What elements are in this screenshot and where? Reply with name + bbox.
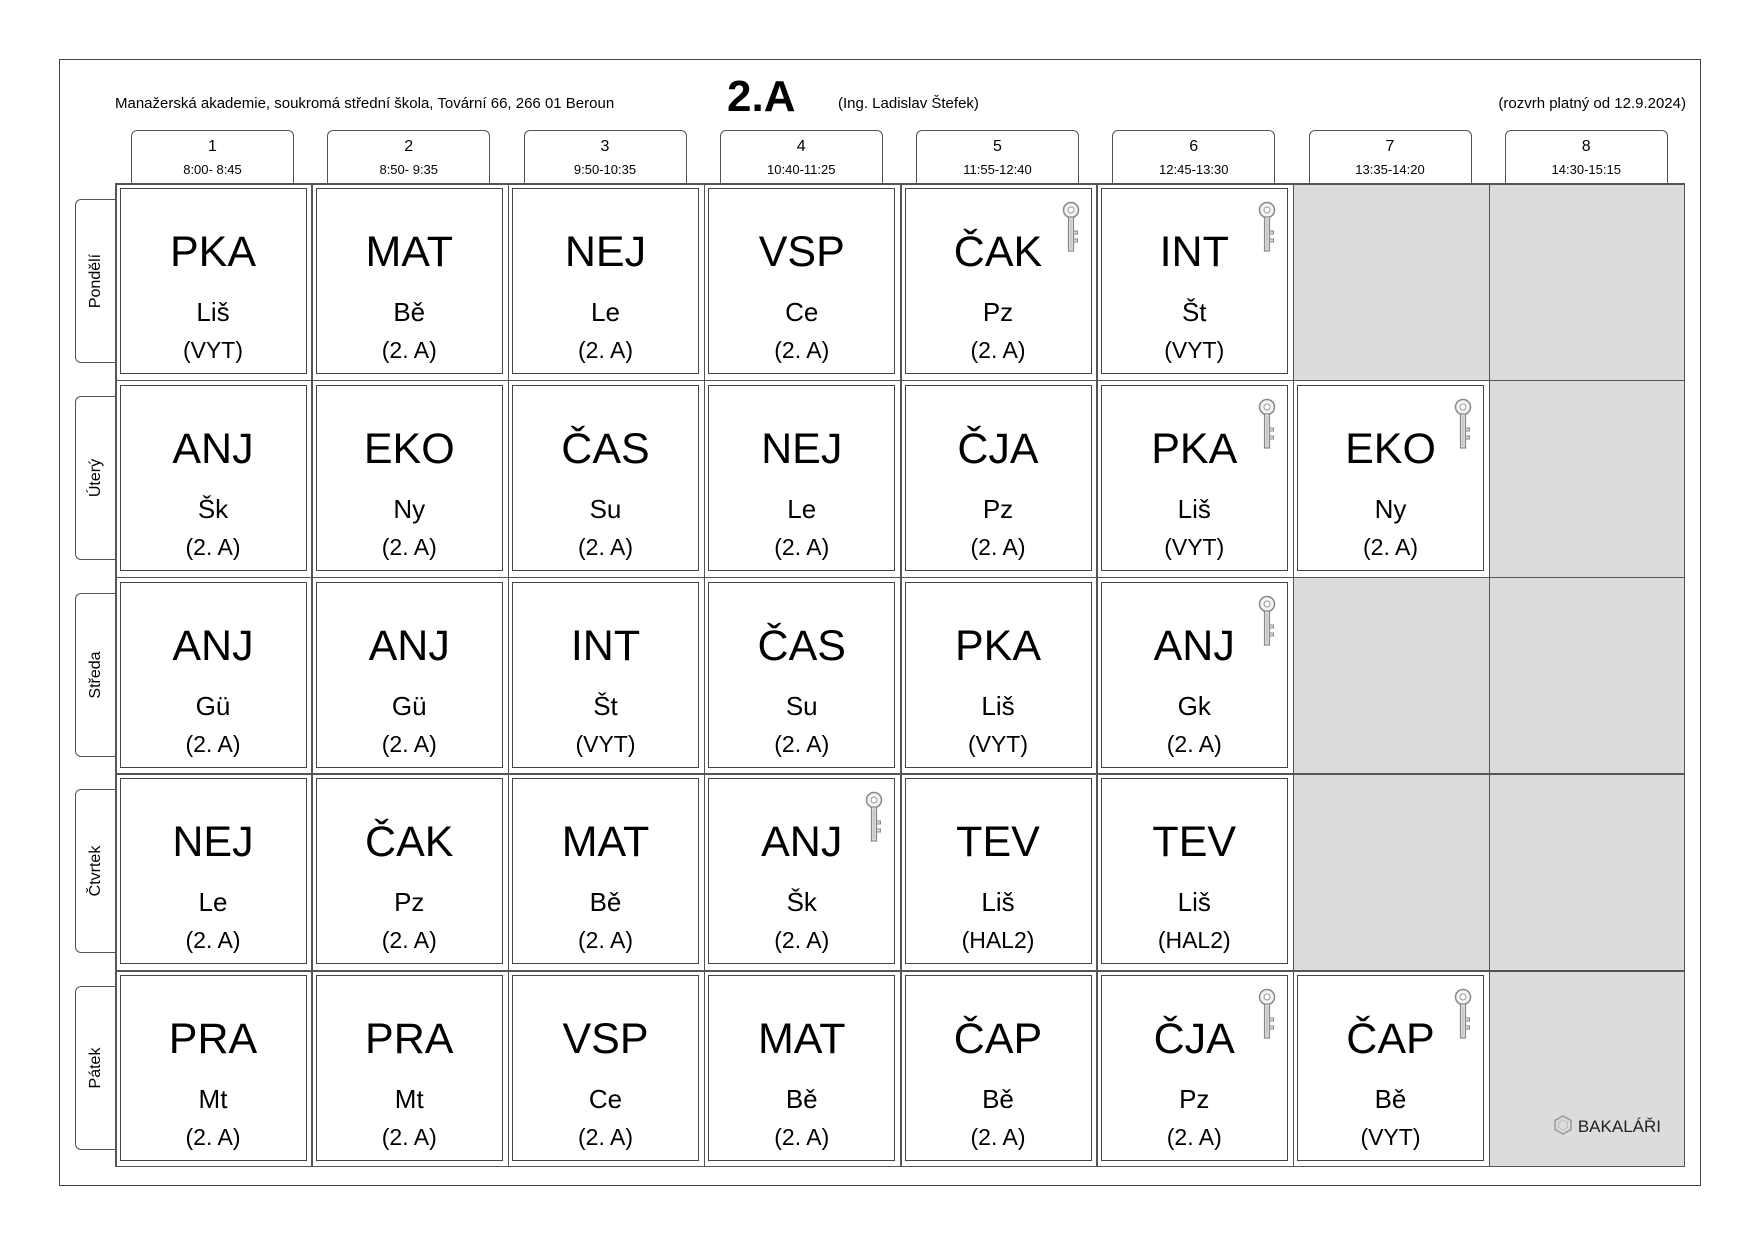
period-number: 6 bbox=[1189, 138, 1199, 155]
bakalari-logo-icon bbox=[1553, 1115, 1573, 1135]
empty-slot bbox=[1293, 773, 1489, 970]
timetable-grid bbox=[115, 183, 1685, 1167]
empty-slot bbox=[1489, 380, 1685, 577]
day-label: Středa bbox=[86, 651, 104, 699]
lesson-subject: EKO bbox=[363, 424, 455, 473]
lesson-card[interactable] bbox=[120, 582, 307, 768]
lesson-card[interactable] bbox=[512, 582, 699, 768]
lesson-subject: NEJ bbox=[172, 818, 254, 867]
day-tab bbox=[75, 396, 115, 560]
lesson-card[interactable] bbox=[512, 188, 699, 374]
lesson-card[interactable] bbox=[1297, 385, 1484, 571]
lesson-teacher: Le bbox=[591, 297, 620, 327]
lesson-room: (HAL2) bbox=[961, 927, 1035, 954]
key-icon bbox=[1062, 201, 1080, 255]
lesson-card[interactable] bbox=[708, 582, 895, 768]
period-number: 3 bbox=[600, 138, 610, 155]
period-number: 1 bbox=[208, 138, 217, 155]
lesson-card[interactable] bbox=[120, 188, 307, 374]
lesson-teacher: Ce bbox=[588, 1084, 623, 1115]
lesson-subject: MAT bbox=[561, 818, 650, 867]
lesson-room: (2. A) bbox=[970, 533, 1026, 560]
lesson-subject: ČAK bbox=[953, 228, 1043, 276]
lesson-room: (VYT) bbox=[182, 337, 244, 363]
lesson-room: (2. A) bbox=[185, 1124, 241, 1151]
lesson-room: (2. A) bbox=[774, 1124, 830, 1151]
lesson-subject: MAT bbox=[365, 228, 454, 276]
lesson-room: (VYT) bbox=[1164, 337, 1225, 363]
lesson-room: (VYT) bbox=[1164, 533, 1225, 560]
lesson-teacher: Bě bbox=[982, 1084, 1014, 1115]
lesson-teacher: Su bbox=[785, 690, 818, 721]
lesson-subject: TEV bbox=[956, 818, 1040, 867]
lesson-subject: ANJ bbox=[368, 621, 450, 670]
lesson-card[interactable] bbox=[1101, 582, 1288, 768]
day-tab bbox=[75, 986, 115, 1150]
lesson-teacher: Št bbox=[593, 690, 618, 721]
lesson-subject: MAT bbox=[757, 1015, 846, 1064]
period-tab-5 bbox=[916, 130, 1079, 184]
grid-line bbox=[1489, 183, 1491, 1167]
day-tab bbox=[75, 789, 115, 953]
lesson-card[interactable] bbox=[1101, 975, 1288, 1161]
lesson-teacher: Le bbox=[787, 493, 817, 524]
lesson-subject: ANJ bbox=[1153, 621, 1235, 670]
lesson-card[interactable] bbox=[905, 385, 1092, 571]
lesson-teacher: Liš bbox=[981, 690, 1015, 721]
lesson-subject: NEJ bbox=[761, 424, 843, 473]
empty-slot bbox=[1293, 577, 1489, 774]
lesson-teacher: Le bbox=[198, 887, 228, 918]
lesson-card[interactable] bbox=[120, 385, 307, 571]
lesson-subject: ČJA bbox=[1153, 1015, 1235, 1064]
lesson-teacher: Mt bbox=[394, 1084, 424, 1115]
period-number: 8 bbox=[1581, 138, 1591, 155]
lesson-card[interactable] bbox=[708, 778, 895, 964]
lesson-subject: VSP bbox=[758, 228, 845, 276]
period-number: 4 bbox=[796, 138, 806, 155]
lesson-card[interactable] bbox=[905, 975, 1092, 1161]
lesson-subject: ANJ bbox=[761, 818, 843, 867]
lesson-card[interactable] bbox=[905, 778, 1092, 964]
lesson-teacher: Pz bbox=[982, 493, 1014, 524]
day-label: Pátek bbox=[86, 1047, 104, 1089]
key-icon bbox=[865, 791, 883, 845]
lesson-room: (VYT) bbox=[967, 730, 1029, 757]
period-number: 7 bbox=[1385, 138, 1395, 155]
lesson-room: (2. A) bbox=[578, 337, 633, 363]
lesson-room: (2. A) bbox=[381, 337, 437, 363]
lesson-subject: PKA bbox=[954, 621, 1042, 670]
lesson-teacher: Su bbox=[589, 493, 622, 524]
lesson-card[interactable] bbox=[708, 385, 895, 571]
lesson-card[interactable] bbox=[512, 385, 699, 571]
lesson-subject: ČAP bbox=[953, 1015, 1043, 1064]
lesson-teacher: Ce bbox=[785, 297, 819, 327]
brand-label: BAKALÁŘI bbox=[1577, 1117, 1661, 1136]
lesson-room: (2. A) bbox=[578, 927, 633, 954]
lesson-card[interactable] bbox=[316, 385, 503, 571]
lesson-teacher: Liš bbox=[1177, 493, 1211, 524]
lesson-teacher: Ny bbox=[1374, 493, 1407, 524]
lesson-card[interactable] bbox=[1101, 385, 1288, 571]
key-icon bbox=[1258, 595, 1276, 649]
lesson-teacher: Gü bbox=[391, 690, 427, 721]
lesson-subject: INT bbox=[570, 621, 641, 670]
lesson-teacher: Šk bbox=[197, 493, 229, 524]
period-time: 9:50-10:35 bbox=[573, 162, 637, 177]
lesson-subject: ANJ bbox=[172, 621, 254, 670]
lesson-room: (2. A) bbox=[578, 533, 633, 560]
lesson-subject: PRA bbox=[365, 1015, 454, 1064]
lesson-card[interactable] bbox=[316, 778, 503, 964]
lesson-subject: TEV bbox=[1152, 818, 1237, 867]
lesson-room: (2. A) bbox=[774, 927, 830, 954]
lesson-card[interactable] bbox=[708, 975, 895, 1161]
period-time: 12:45-13:30 bbox=[1159, 162, 1229, 177]
lesson-room: (2. A) bbox=[774, 337, 830, 363]
grid-line bbox=[115, 183, 117, 1167]
lesson-teacher: Mt bbox=[198, 1084, 228, 1115]
grid-line bbox=[900, 183, 902, 1167]
lesson-subject: ANJ bbox=[172, 424, 254, 473]
period-tab-2 bbox=[327, 130, 490, 184]
grid-line bbox=[1096, 183, 1098, 1167]
lesson-card[interactable] bbox=[512, 778, 699, 964]
day-label: Čtvrtek bbox=[86, 846, 104, 897]
grid-line bbox=[508, 183, 510, 1167]
lesson-room: (2. A) bbox=[381, 1124, 437, 1151]
lesson-subject: ČAK bbox=[365, 818, 454, 867]
lesson-room: (2. A) bbox=[185, 927, 241, 954]
lesson-card[interactable] bbox=[1297, 975, 1484, 1161]
grid-line bbox=[704, 183, 706, 1167]
class-name: 2.A bbox=[727, 72, 796, 121]
lesson-subject: ČAS bbox=[757, 621, 846, 670]
day-tab bbox=[75, 199, 115, 363]
period-number: 2 bbox=[404, 138, 414, 155]
lesson-card[interactable] bbox=[120, 778, 307, 964]
lesson-teacher: Gü bbox=[195, 690, 231, 721]
lesson-subject: NEJ bbox=[564, 228, 647, 276]
empty-slot bbox=[1489, 970, 1685, 1167]
lesson-room: (2. A) bbox=[1166, 730, 1222, 757]
class-teacher: (Ing. Ladislav Štefek) bbox=[838, 95, 979, 112]
lesson-teacher: Bě bbox=[1374, 1084, 1407, 1115]
period-time: 8:50- 9:35 bbox=[379, 162, 439, 177]
brand bbox=[1553, 1115, 1661, 1137]
day-tab bbox=[75, 593, 115, 757]
day-label: Pondělí bbox=[86, 253, 104, 309]
lesson-subject: INT bbox=[1159, 228, 1229, 276]
period-tab-7 bbox=[1309, 130, 1472, 184]
grid-line bbox=[1684, 183, 1686, 1167]
key-icon bbox=[1258, 201, 1276, 255]
lesson-subject: VSP bbox=[562, 1015, 649, 1064]
lesson-room: (2. A) bbox=[1166, 1124, 1222, 1151]
period-tab-3 bbox=[524, 130, 687, 184]
lesson-room: (HAL2) bbox=[1157, 927, 1231, 954]
lesson-teacher: Liš bbox=[196, 297, 230, 327]
validity-date: (rozvrh platný od 12.9.2024) bbox=[1498, 95, 1686, 112]
period-tab-4 bbox=[720, 130, 883, 184]
period-tab-6 bbox=[1112, 130, 1275, 184]
period-time: 11:55-12:40 bbox=[963, 162, 1032, 177]
lesson-room: (VYT) bbox=[1360, 1124, 1421, 1151]
lesson-room: (2. A) bbox=[1363, 533, 1418, 560]
lesson-room: (2. A) bbox=[185, 533, 241, 560]
lesson-teacher: Liš bbox=[1177, 887, 1211, 918]
lesson-room: (2. A) bbox=[381, 533, 437, 560]
lesson-room: (2. A) bbox=[970, 1124, 1026, 1151]
lesson-card[interactable] bbox=[708, 188, 895, 374]
school-name: Manažerská akademie, soukromá střední škola, Tovární 66, 266 01 Beroun bbox=[115, 95, 615, 112]
lesson-card[interactable] bbox=[512, 975, 699, 1161]
period-tab-1 bbox=[131, 130, 294, 184]
lesson-subject: PRA bbox=[168, 1015, 258, 1064]
lesson-teacher: Bě bbox=[589, 887, 622, 918]
lesson-room: (2. A) bbox=[381, 730, 437, 757]
lesson-card[interactable] bbox=[120, 975, 307, 1161]
key-icon bbox=[1454, 398, 1472, 452]
empty-slot bbox=[1489, 183, 1685, 380]
day-label: Úterý bbox=[86, 458, 104, 497]
lesson-teacher: Ny bbox=[393, 493, 426, 524]
lesson-subject: ČAS bbox=[561, 424, 650, 473]
lesson-teacher: Bě bbox=[785, 1084, 818, 1115]
lesson-room: (2. A) bbox=[774, 533, 830, 560]
lesson-subject: ČJA bbox=[957, 424, 1039, 473]
period-time: 13:35-14:20 bbox=[1355, 162, 1425, 177]
lesson-room: (2. A) bbox=[970, 337, 1026, 363]
lesson-teacher: Pz bbox=[394, 887, 425, 918]
lesson-subject: ČAP bbox=[1346, 1015, 1435, 1064]
lesson-teacher: Šk bbox=[786, 887, 817, 918]
empty-slot bbox=[1489, 773, 1685, 970]
lesson-room: (VYT) bbox=[575, 730, 636, 757]
lesson-teacher: Pz bbox=[982, 297, 1014, 327]
lesson-card[interactable] bbox=[316, 975, 503, 1161]
key-icon bbox=[1258, 988, 1276, 1042]
lesson-room: (2. A) bbox=[774, 730, 830, 757]
key-icon bbox=[1258, 398, 1276, 452]
lesson-subject: EKO bbox=[1345, 424, 1436, 473]
period-number: 5 bbox=[993, 138, 1002, 155]
lesson-teacher: Bě bbox=[393, 297, 426, 327]
period-time: 10:40-11:25 bbox=[767, 162, 836, 177]
lesson-card[interactable] bbox=[1101, 778, 1288, 964]
lesson-teacher: Št bbox=[1181, 297, 1207, 327]
lesson-card[interactable] bbox=[905, 188, 1092, 374]
lesson-card[interactable] bbox=[316, 188, 503, 374]
period-time: 8:00- 8:45 bbox=[183, 162, 242, 177]
period-tab-8 bbox=[1505, 130, 1668, 184]
lesson-room: (2. A) bbox=[381, 927, 437, 954]
lesson-card[interactable] bbox=[1101, 188, 1288, 374]
lesson-subject: PKA bbox=[1151, 424, 1238, 473]
lesson-room: (2. A) bbox=[578, 1124, 633, 1151]
lesson-teacher: Gk bbox=[1177, 690, 1211, 721]
empty-slot bbox=[1489, 577, 1685, 774]
lesson-card[interactable] bbox=[316, 582, 503, 768]
lesson-subject: PKA bbox=[169, 228, 257, 276]
period-time: 14:30-15:15 bbox=[1551, 162, 1621, 177]
empty-slot bbox=[1293, 183, 1489, 380]
grid-line bbox=[1293, 183, 1295, 1167]
key-icon bbox=[1454, 988, 1472, 1042]
grid-line bbox=[311, 183, 313, 1167]
lesson-room: (2. A) bbox=[185, 730, 241, 757]
lesson-teacher: Pz bbox=[1179, 1084, 1210, 1115]
lesson-card[interactable] bbox=[905, 582, 1092, 768]
lesson-teacher: Liš bbox=[981, 887, 1015, 918]
